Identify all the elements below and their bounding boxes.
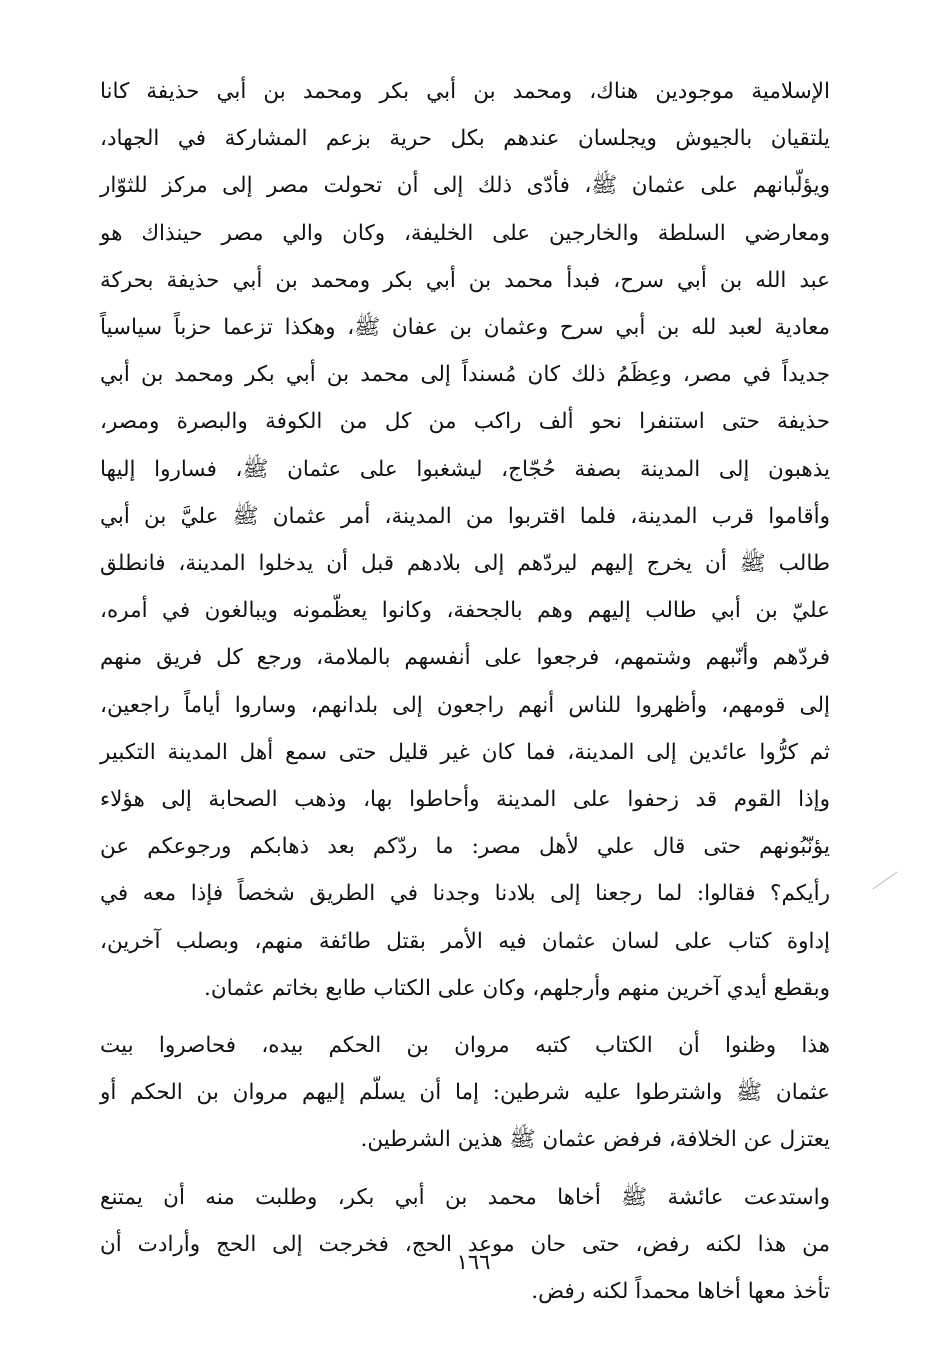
text-line: وأقاموا قرب المدينة، فلما اقتربوا من المدينة، أمر عثمان ﷺ عليَّ بن أبي [100, 503, 830, 529]
text-line: هذا وظنوا أن الكتاب كتبه مروان بن الحكم بيده، فحاصروا بيت [100, 1033, 830, 1059]
text-line: تأخذ معها أخاها محمداً لكنه رفض. [531, 1279, 830, 1305]
text-line: يذهبون إلى المدينة بصفة حُجّاج، ليشغبوا على عثمان ﷺ، فساروا إليها [100, 456, 830, 482]
text-line: عليّ بن أبي طالب إليهم وهم بالجحفة، وكانوا يعظّمونه ويبالغون في أمره، [100, 598, 830, 624]
paragraph-2 [100, 1022, 830, 1164]
text-line: وبقطع أيدي آخرين منهم وأرجلهم، وكان على الكتاب طابع بخاتم عثمان. [204, 975, 830, 1001]
text-line: فردّهم وأنّبهم وشتمهم، فرجعوا على أنفسهم بالملامة، ورجع كل فريق منهم [100, 645, 830, 671]
text-line: يعتزل عن الخلافة، فرفض عثمان ﷺ هذين الشرطين. [360, 1127, 830, 1153]
paragraph-3 [100, 1174, 830, 1316]
text-line: يلتقيان بالجيوش ويجلسان عندهم بكل حرية بزعم المشاركة في الجهاد، [100, 126, 830, 152]
text-line: إداوة كتاب على لسان عثمان فيه الأمر بقتل طائفة منهم، وبصلب آخرين، [100, 928, 830, 954]
page-number: ١٦٦ [456, 1250, 491, 1274]
text-line: ثم كرُّوا عائدين إلى المدينة، فما كان غير قليل حتى سمع أهل المدينة التكبير [100, 739, 830, 765]
text-line: جديداً في مصر، وعِظَمُ ذلك كان مُسنداً إلى محمد بن أبي بكر ومحمد بن أبي [100, 362, 830, 388]
scan-edge-mark [872, 871, 897, 889]
text-line: ويؤلّبانهم على عثمان ﷺ، فأدّى ذلك إلى أن تحولت مصر إلى مركز للثوّار [100, 173, 830, 199]
text-line: طالب ﷺ أن يخرج إليهم ليردّهم إلى بلادهم قبل أن يدخلوا المدينة، فانطلق [100, 551, 830, 577]
text-line: عبد الله بن أبي سرح، فبدأ محمد بن أبي بكر ومحمد بن أبي حذيفة بحركة [100, 267, 830, 293]
page-body [100, 68, 830, 1315]
text-line: حذيفة حتى استنفرا نحو ألف راكب من كل من الكوفة والبصرة ومصر، [100, 409, 830, 435]
text-line: معادية لعبد لله بن أبي سرح وعثمان بن عفان ﷺ، وهكذا تزعما حزباً سياسياً [100, 315, 830, 341]
text-line: واستدعت عائشة ﷺ أخاها محمد بن أبي بكر، وطلبت منه أن يمتنع [100, 1184, 830, 1210]
text-line: إلى قومهم، وأظهروا للناس أنهم راجعون إلى بلدانهم، وساروا أياماً راجعين، [100, 692, 830, 718]
text-line: رأيكم؟ فقالوا: لما رجعنا إلى بلادنا وجدنا في الطريق شخصاً فإذا معه في [100, 881, 830, 907]
text-line: الإسلامية موجودين هناك، ومحمد بن أبي بكر ومحمد بن أبي حذيفة كانا [100, 79, 830, 104]
text-line: وإذا القوم قد زحفوا على المدينة وأحاطوا بها، وذهب الصحابة إلى هؤلاء [100, 787, 830, 813]
text-line: من هذا لكنه رفض، حتى حان موعد الحج، فخرجت إلى الحج وأرادت أن [100, 1231, 830, 1257]
text-line: عثمان ﷺ واشترطوا عليه شرطين: إما أن يسلّم إليهم مروان بن الحكم أو [100, 1080, 830, 1106]
text-line: ومعارضي السلطة والخارجين على الخليفة، وكان والي مصر حينذاك هو [100, 220, 830, 246]
text-line: يؤنّبُونهم حتى قال علي لأهل مصر: ما ردّكم بعد ذهابكم ورجوعكم عن [100, 834, 830, 860]
paragraph-1 [100, 68, 830, 1012]
